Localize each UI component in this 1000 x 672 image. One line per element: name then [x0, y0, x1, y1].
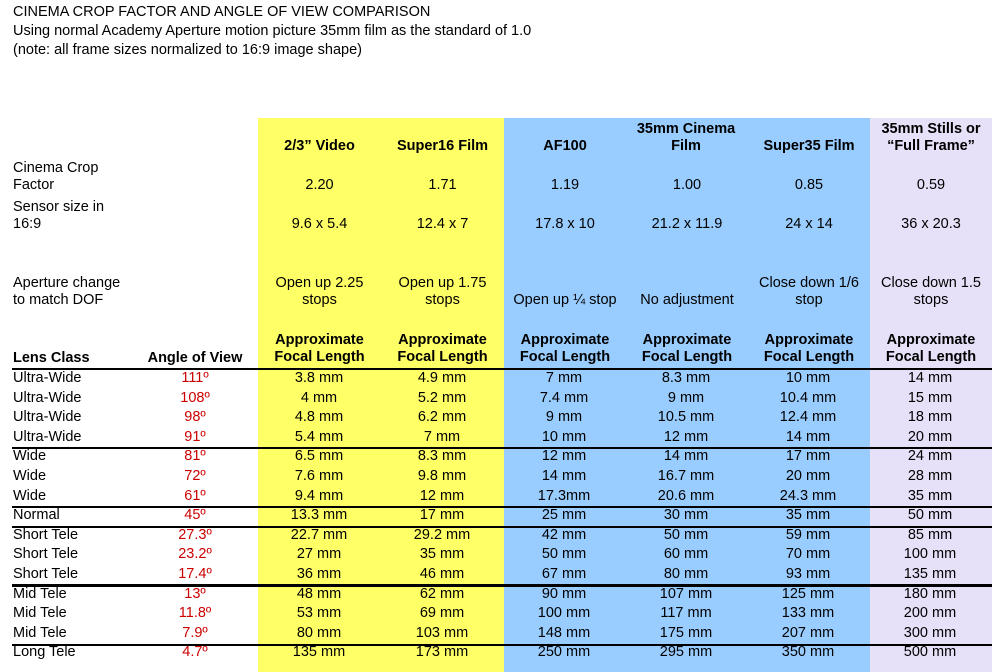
focal-length-cell: 10 mm — [541, 428, 587, 445]
focal-length-header-1: Approximate Focal Length — [397, 332, 488, 365]
focal-length-cell: 13.3 mm — [290, 507, 348, 524]
angle-cell: 111º — [181, 370, 209, 386]
focal-length-cell: 10.5 mm — [657, 409, 715, 426]
aperture-value-0: Open up 2.25 stops — [275, 275, 364, 308]
focal-length-cell: 14 mm — [785, 428, 831, 445]
focal-length-cell: 10 mm — [785, 370, 831, 386]
focal-length-cell: 12 mm — [419, 487, 465, 504]
crop-value-2: 1.19 — [550, 177, 580, 193]
lens-class-cell: Mid Tele — [13, 585, 67, 602]
focal-length-cell: 8.3 mm — [417, 448, 467, 465]
document-title-block — [13, 3, 531, 60]
focal-length-cell: 17 mm — [419, 507, 465, 524]
focal-length-header-3: Approximate Focal Length — [641, 332, 733, 365]
focal-length-cell: 12 mm — [541, 448, 587, 465]
focal-length-cell: 20 mm — [785, 468, 831, 484]
focal-length-cell: 53 mm — [296, 605, 342, 622]
angle-cell: 27.3º — [178, 526, 212, 543]
focal-length-cell: 3.8 mm — [294, 370, 344, 386]
focal-length-cell: 28 mm — [907, 468, 953, 484]
angle-cell: 72º — [184, 468, 206, 484]
sensor-value-2: 17.8 x 10 — [535, 216, 595, 232]
focal-length-cell: 12 mm — [663, 428, 709, 445]
lens-class-cell: Mid Tele — [13, 605, 67, 622]
focal-length-cell: 4 mm — [300, 389, 338, 406]
focal-length-cell: 295 mm — [659, 644, 713, 661]
focal-length-cell: 93 mm — [785, 566, 831, 582]
angle-cell: 11.8º — [178, 605, 212, 622]
focal-length-cell: 175 mm — [659, 624, 713, 641]
focal-length-cell: 5.4 mm — [294, 428, 344, 445]
format-header-1: Super16 Film — [396, 138, 489, 154]
focal-length-cell: 80 mm — [296, 624, 342, 641]
aperture-value-4: Close down 1/6 stop — [759, 275, 859, 308]
focal-length-cell: 207 mm — [781, 624, 835, 641]
focal-length-cell: 7 mm — [545, 370, 583, 386]
aperture-value-1: Open up 1.75 stops — [398, 275, 487, 308]
focal-length-cell: 300 mm — [903, 624, 957, 641]
focal-length-cell: 135 mm — [292, 644, 346, 661]
angle-cell: 91º — [184, 428, 206, 445]
focal-length-cell: 4.9 mm — [417, 370, 467, 386]
sensor-value-3: 21.2 x 11.9 — [651, 216, 723, 232]
focal-length-cell: 9 mm — [545, 409, 583, 426]
focal-length-cell: 9.8 mm — [417, 468, 467, 484]
angle-cell: 7.9º — [182, 624, 208, 641]
sensor-value-1: 12.4 x 7 — [416, 216, 469, 232]
lens-class-cell: Wide — [13, 487, 47, 504]
angle-cell: 45º — [184, 507, 206, 524]
focal-length-cell: 18 mm — [907, 409, 953, 426]
format-header-5: 35mm Stills or “Full Frame” — [881, 121, 981, 154]
focal-length-cell: 117 mm — [660, 605, 712, 622]
sensor-size-label: Sensor size in 16:9 — [13, 199, 105, 232]
format-header-3: 35mm Cinema Film — [636, 121, 736, 154]
aperture-value-3: No adjustment — [640, 292, 734, 308]
focal-length-cell: 107 mm — [659, 585, 713, 602]
focal-length-header-4: Approximate Focal Length — [763, 332, 855, 365]
focal-length-cell: 16.7 mm — [657, 468, 715, 484]
focal-length-cell: 36 mm — [296, 566, 342, 582]
focal-length-cell: 15 mm — [907, 389, 953, 406]
focal-length-cell: 50 mm — [541, 546, 587, 563]
crop-value-0: 2.20 — [305, 177, 334, 193]
angle-cell: 61º — [184, 487, 206, 504]
focal-length-cell: 5.2 mm — [417, 389, 467, 406]
angle-of-view-header: Angle of View — [147, 350, 243, 366]
focal-length-cell: 80 mm — [663, 566, 709, 582]
angle-cell: 4.7º — [182, 644, 208, 661]
lens-class-cell: Mid Tele — [13, 624, 67, 641]
focal-length-cell: 14 mm — [907, 370, 953, 386]
focal-length-cell: 42 mm — [541, 526, 587, 543]
aperture-value-5: Close down 1.5 stops — [881, 275, 981, 308]
focal-length-cell: 100 mm — [903, 546, 957, 563]
focal-length-cell: 500 mm — [903, 644, 957, 661]
crop-value-4: 0.85 — [794, 177, 824, 193]
focal-length-cell: 48 mm — [296, 585, 342, 602]
lens-class-cell: Long Tele — [13, 644, 76, 661]
format-header-4: Super35 Film — [763, 138, 855, 154]
focal-length-cell: 60 mm — [663, 546, 709, 563]
focal-length-cell: 7.6 mm — [294, 468, 344, 484]
focal-length-cell: 135 mm — [903, 566, 957, 582]
focal-length-cell: 30 mm — [663, 507, 709, 524]
page-subtitle: Using normal Academy Aperture motion picture 35mm film as the standard of 1.0 — [13, 23, 532, 39]
lens-class-cell: Normal — [13, 507, 60, 524]
focal-length-cell: 59 mm — [785, 526, 831, 543]
focal-length-cell: 67 mm — [541, 566, 587, 582]
focal-length-cell: 4.8 mm — [294, 409, 344, 426]
focal-length-header-2: Approximate Focal Length — [519, 332, 611, 365]
focal-length-cell: 9.4 mm — [294, 487, 344, 504]
lens-class-cell: Ultra-Wide — [13, 428, 82, 445]
focal-length-cell: 10.4 mm — [779, 389, 837, 406]
focal-length-cell: 62 mm — [419, 585, 465, 602]
focal-length-cell: 35 mm — [419, 546, 465, 563]
focal-length-cell: 35 mm — [907, 487, 953, 504]
lens-class-cell: Ultra-Wide — [13, 370, 82, 386]
angle-cell: 81º — [184, 448, 206, 465]
lens-class-cell: Wide — [13, 468, 47, 484]
focal-length-cell: 173 mm — [415, 644, 469, 661]
focal-length-cell: 6.5 mm — [294, 448, 344, 465]
focal-length-cell: 7 mm — [423, 428, 461, 445]
focal-length-cell: 12.4 mm — [779, 409, 837, 426]
focal-length-cell: 70 mm — [785, 546, 831, 563]
focal-length-cell: 9 mm — [667, 389, 705, 406]
focal-length-cell: 24 mm — [907, 448, 953, 465]
aperture-label: Aperture change to match DOF — [13, 275, 121, 308]
lens-class-cell: Short Tele — [13, 546, 79, 563]
focal-length-cell: 6.2 mm — [417, 409, 467, 426]
lens-class-cell: Short Tele — [13, 566, 79, 582]
crop-value-5: 0.59 — [916, 177, 946, 193]
focal-length-header-5: Approximate Focal Length — [885, 332, 977, 365]
focal-length-cell: 50 mm — [663, 526, 709, 543]
lens-class-header: Lens Class — [13, 350, 90, 366]
focal-length-cell: 27 mm — [296, 546, 342, 563]
crop-value-1: 1.71 — [428, 177, 457, 193]
focal-length-cell: 103 mm — [415, 624, 469, 641]
focal-length-cell: 125 mm — [781, 585, 835, 602]
lens-class-cell: Ultra-Wide — [13, 389, 82, 406]
page-note: (note: all frame sizes normalized to 16:9 image shape) — [13, 42, 362, 58]
focal-length-cell: 14 mm — [663, 448, 709, 465]
focal-length-cell: 46 mm — [419, 566, 465, 582]
focal-length-cell: 250 mm — [537, 644, 591, 661]
angle-cell: 108º — [180, 389, 210, 406]
focal-length-cell: 133 mm — [781, 605, 835, 622]
lens-class-cell: Wide — [13, 448, 47, 465]
angle-cell: 17.4º — [178, 566, 212, 582]
lens-class-cell: Short Tele — [13, 526, 79, 543]
focal-length-cell: 69 mm — [419, 605, 465, 622]
focal-length-cell: 90 mm — [541, 585, 587, 602]
crop-value-3: 1.00 — [672, 177, 702, 193]
focal-length-cell: 100 mm — [537, 605, 591, 622]
focal-length-header-0: Approximate Focal Length — [274, 332, 365, 365]
focal-length-cell: 50 mm — [907, 507, 953, 524]
angle-cell: 23.2º — [178, 546, 212, 563]
focal-length-cell: 350 mm — [781, 644, 835, 661]
angle-cell: 98º — [184, 409, 206, 426]
angle-cell: 13º — [184, 585, 206, 602]
focal-length-cell: 14 mm — [541, 468, 587, 484]
focal-length-cell: 20 mm — [907, 428, 953, 445]
focal-length-cell: 24.3 mm — [779, 487, 837, 504]
crop-factor-label: Cinema Crop Factor — [13, 160, 99, 193]
focal-length-cell: 20.6 mm — [657, 487, 715, 504]
focal-length-cell: 17.3mm — [537, 487, 591, 504]
sensor-value-0: 9.6 x 5.4 — [291, 216, 348, 232]
focal-length-cell: 25 mm — [541, 507, 587, 524]
sensor-value-5: 36 x 20.3 — [901, 216, 961, 232]
format-header-0: 2/3” Video — [284, 138, 355, 154]
aperture-value-2: Open up ¼ stop — [513, 292, 617, 308]
focal-length-cell: 200 mm — [903, 605, 957, 622]
focal-length-cell: 22.7 mm — [290, 526, 348, 543]
focal-length-cell: 17 mm — [785, 448, 831, 465]
focal-length-cell: 85 mm — [907, 526, 953, 543]
lens-class-cell: Ultra-Wide — [13, 409, 82, 426]
focal-length-cell: 148 mm — [537, 624, 591, 641]
focal-length-cell: 7.4 mm — [539, 389, 589, 406]
focal-length-cell: 180 mm — [903, 585, 957, 602]
focal-length-cell: 8.3 mm — [661, 370, 711, 386]
focal-length-cell: 29.2 mm — [413, 526, 471, 543]
format-header-2: AF100 — [543, 138, 587, 154]
sensor-value-4: 24 x 14 — [785, 216, 833, 232]
focal-length-cell: 35 mm — [785, 507, 831, 524]
page-title: CINEMA CROP FACTOR AND ANGLE OF VIEW COMPARISON — [13, 4, 431, 20]
